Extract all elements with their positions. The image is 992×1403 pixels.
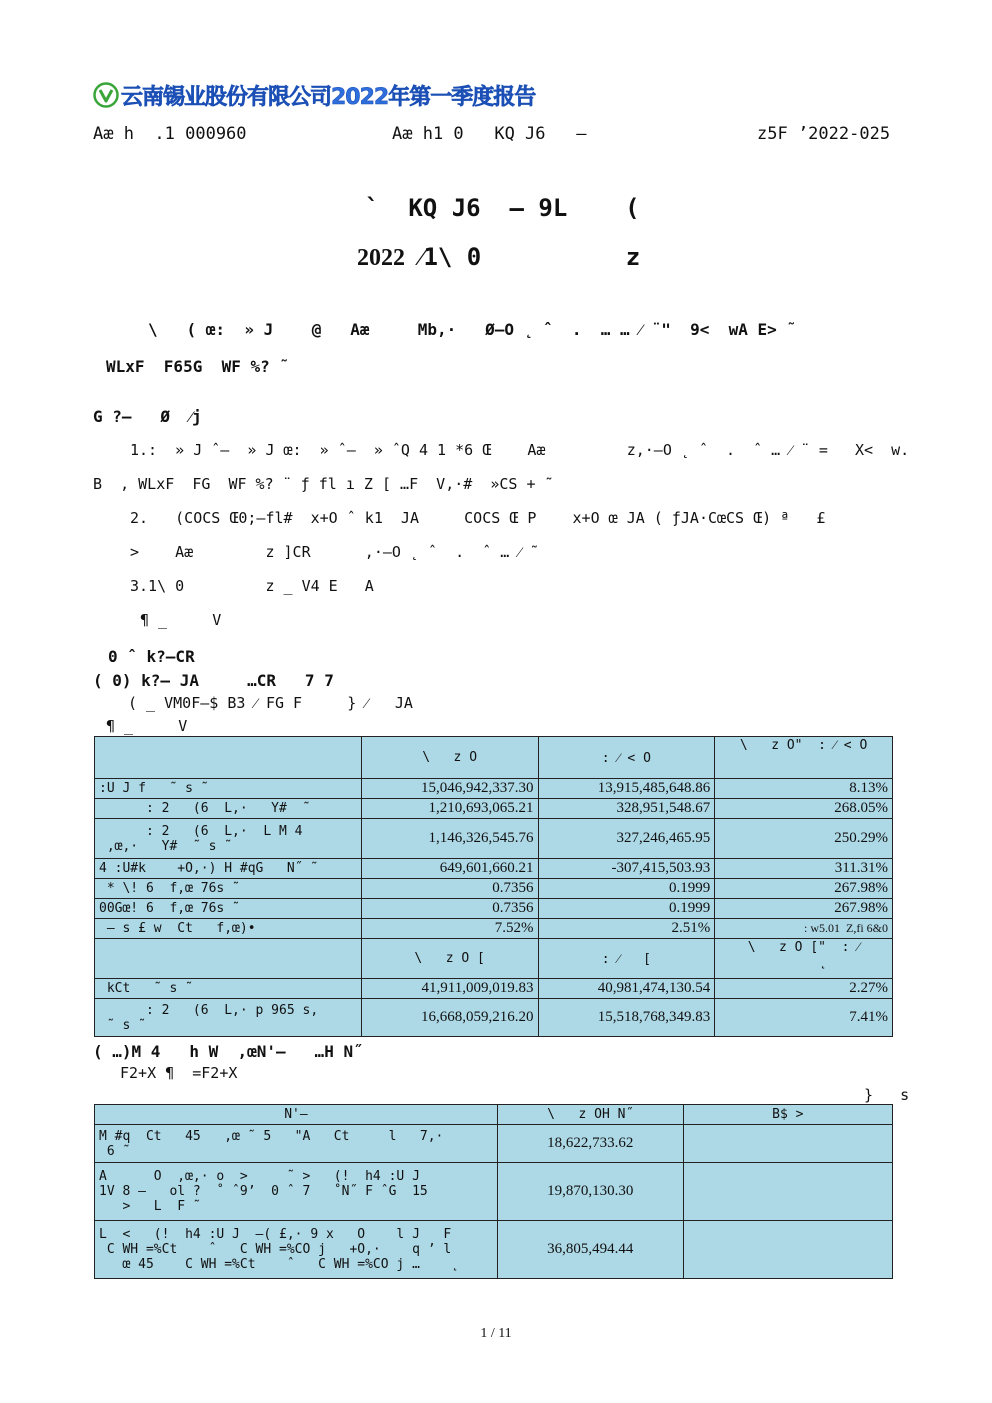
row-label: : 2 (6 L,· Y# ˜: [95, 799, 362, 819]
document-title: ` KQ J6 – 9L (: [365, 194, 640, 222]
change-percent: 8.13%: [715, 779, 893, 799]
item-label: L < (! h4 :U J –( £,· 9 x O l J F C WH =%Ct ˆ C WH =%CO j +O,· q ’ l œ 45 C WH =%Ct ˆ C WH =%CO j … ˛: [95, 1221, 498, 1279]
change-percent: 267.98%: [715, 879, 893, 899]
table-row: [95, 919, 893, 939]
prior-year-end-value: 40,981,474,130.54: [538, 979, 715, 999]
row-label: :U J f ˜ s ˜: [95, 779, 362, 799]
row-label: – s £ w Ct f,œ)•: [95, 919, 362, 939]
table-header-row: [95, 737, 893, 779]
table-header-cell: : ⁄ [: [538, 939, 715, 979]
company-logo-icon: [93, 82, 119, 108]
table-header-cell: \ z O: [361, 737, 538, 779]
current-period-value: 1,210,693,065.21: [361, 799, 538, 819]
section-non-recurring: ( …)M 4 h W ,œN'– …H N˝: [93, 1042, 363, 1061]
current-period-value: 649,601,660.21: [361, 859, 538, 879]
current-period-value: 0.7356: [361, 899, 538, 919]
change-percent: 311.31%: [715, 859, 893, 879]
table-row: [95, 1163, 893, 1221]
currency-unit: } s: [864, 1086, 910, 1104]
period-end-value: 16,668,059,216.20: [361, 999, 538, 1037]
current-period-value: 15,046,942,337.30: [361, 779, 538, 799]
table-row: [95, 779, 893, 799]
table-row: [95, 999, 893, 1037]
item-label: A O ,œ,· o > ˜ > (! h4 :U J 1V 8 – ol ? ˚ ˆ9’ 0 ˆ 7 ˚N˝ F ˆG 15 > L F ˜: [95, 1163, 498, 1221]
company-report-title: 云南锡业股份有限公司2022年第一季度报告: [121, 84, 536, 110]
prior-period-value: 0.1999: [538, 879, 715, 899]
change-percent: 268.05%: [715, 799, 893, 819]
item-amount: 18,622,733.62: [497, 1125, 683, 1163]
table-header-cell: [95, 939, 362, 979]
table-header-cell: \ z OH N˝: [497, 1105, 683, 1125]
page-number: 1 / 11: [480, 1326, 512, 1341]
prior-period-value: 0.1999: [538, 899, 715, 919]
prior-year-end-value: 15,518,768,349.83: [538, 999, 715, 1037]
main-financial-data-table: [94, 736, 893, 1037]
notice-item-2-cont: > Aæ z ]CR ,·–O ˛ ˆ . ˆ … ⁄ ˜: [130, 543, 539, 561]
section-non-recurring-note: F2+X ¶ =F2+X: [120, 1064, 238, 1082]
table-header-cell: \ z O [: [361, 939, 538, 979]
intro-line-2: WLxF F65G WF %? ˜: [106, 357, 290, 376]
table-row: [95, 1221, 893, 1279]
change-percent: 2.27%: [715, 979, 893, 999]
prior-period-value: 328,951,548.67: [538, 799, 715, 819]
current-period-value: 1,146,326,545.76: [361, 819, 538, 859]
prior-period-value: 13,915,485,648.86: [538, 779, 715, 799]
intro-line-1: \ ( œ: » J @ Aæ Mb,· Ø–O ˛ ˆ . … … ⁄ ¨" 9< wA E> ˜: [148, 320, 797, 339]
notice-heading: G ?– Ø ⁄j: [93, 407, 202, 426]
table-row: [95, 979, 893, 999]
change-percent: 250.29%: [715, 819, 893, 859]
report-period: ⁄1\ 0 z: [405, 243, 641, 271]
table-row: [95, 799, 893, 819]
row-label: 4 :U#k +O,·) H #qG N˝ ˜: [95, 859, 362, 879]
table-header-cell: [95, 737, 362, 779]
non-recurring-items-table: [94, 1104, 893, 1279]
report-year: 2022: [357, 245, 405, 271]
table-row: [95, 859, 893, 879]
table-row: [95, 879, 893, 899]
section-main-financial-data: 0 ˆ k?–CR: [108, 647, 195, 666]
table-row: [95, 1125, 893, 1163]
table-header-cell: \ z O [" : ⁄ ˛: [715, 939, 893, 979]
item-amount: 19,870,130.30: [497, 1163, 683, 1221]
document-subtitle: [357, 242, 640, 272]
change-percent: : w5.01 Z,fi 6&0: [715, 919, 893, 939]
announcement-number: z5F ’2022-025: [757, 124, 891, 144]
change-percent: 267.98%: [715, 899, 893, 919]
stock-abbreviation: Aæ h1 0 KQ J6 –: [392, 124, 587, 144]
row-label: : 2 (6 L,· p 965 s, ˜ s ˜: [95, 999, 362, 1037]
report-header-logo: [93, 80, 535, 110]
subsection-accounting-data: ( 0) k?– JA …CR 7 7: [93, 671, 334, 690]
row-label: kCt ˜ s ˜: [95, 979, 362, 999]
row-label: : 2 (6 L,· L M 4 ,œ,· Y# ˜ s ˜: [95, 819, 362, 859]
notice-item-3-cont: ¶ _ V: [140, 611, 222, 629]
current-period-value: 7.52%: [361, 919, 538, 939]
item-remark: [683, 1221, 892, 1279]
notice-item-1: 1.: » J ˆ– » J œ: » ˆ– » ˆQ 4 1 *6 Œ Aæ z,·–O ˛ ˆ . ˆ … ⁄ ¨ = X< w.: [130, 441, 910, 459]
stock-code: Aæ h .1 000960: [93, 124, 247, 144]
notice-item-3: 3.1\ 0 z _ V4 E A: [130, 577, 374, 595]
item-remark: [683, 1125, 892, 1163]
notice-item-2: 2. (COCS Œ0;–fl# x+O ˆ k1 JA COCS Œ P x+O œ JA ( ƒJA·CœCS Œ) ª £: [130, 509, 826, 527]
item-amount: 36,805,494.44: [497, 1221, 683, 1279]
table-header-cell: : ⁄ < O: [538, 737, 715, 779]
prior-period-value: 327,246,465.95: [538, 819, 715, 859]
table-header-row: [95, 1105, 893, 1125]
item-remark: [683, 1163, 892, 1221]
table-header-cell: N'–: [95, 1105, 498, 1125]
prior-period-value: 2.51%: [538, 919, 715, 939]
table-row: [95, 899, 893, 919]
table-header-cell: B$ >: [683, 1105, 892, 1125]
current-period-value: 0.7356: [361, 879, 538, 899]
table-header-row-2: [95, 939, 893, 979]
change-percent: 7.41%: [715, 999, 893, 1037]
prior-period-value: -307,415,503.93: [538, 859, 715, 879]
item-label: M #q Ct 45 ,œ ˜ 5 "A Ct l 7,· 6 ˜: [95, 1125, 498, 1163]
subsection-note-2: ¶ _ V: [106, 717, 188, 735]
table-row: [95, 819, 893, 859]
period-end-value: 41,911,009,019.83: [361, 979, 538, 999]
row-label: 00Gœ! 6 f,œ 76s ˜: [95, 899, 362, 919]
subsection-note: ( _ VM0F–$ B3 ⁄ FG F } ⁄ JA: [128, 694, 413, 712]
table-header-cell: \ z O" : ⁄ < O: [715, 737, 893, 779]
row-label: * \! 6 f,œ 76s ˜: [95, 879, 362, 899]
notice-item-1-cont: B , WLxF FG WF %? ¨ ƒ fl ı Z [ …F V,·# »CS + ˜: [93, 475, 554, 493]
